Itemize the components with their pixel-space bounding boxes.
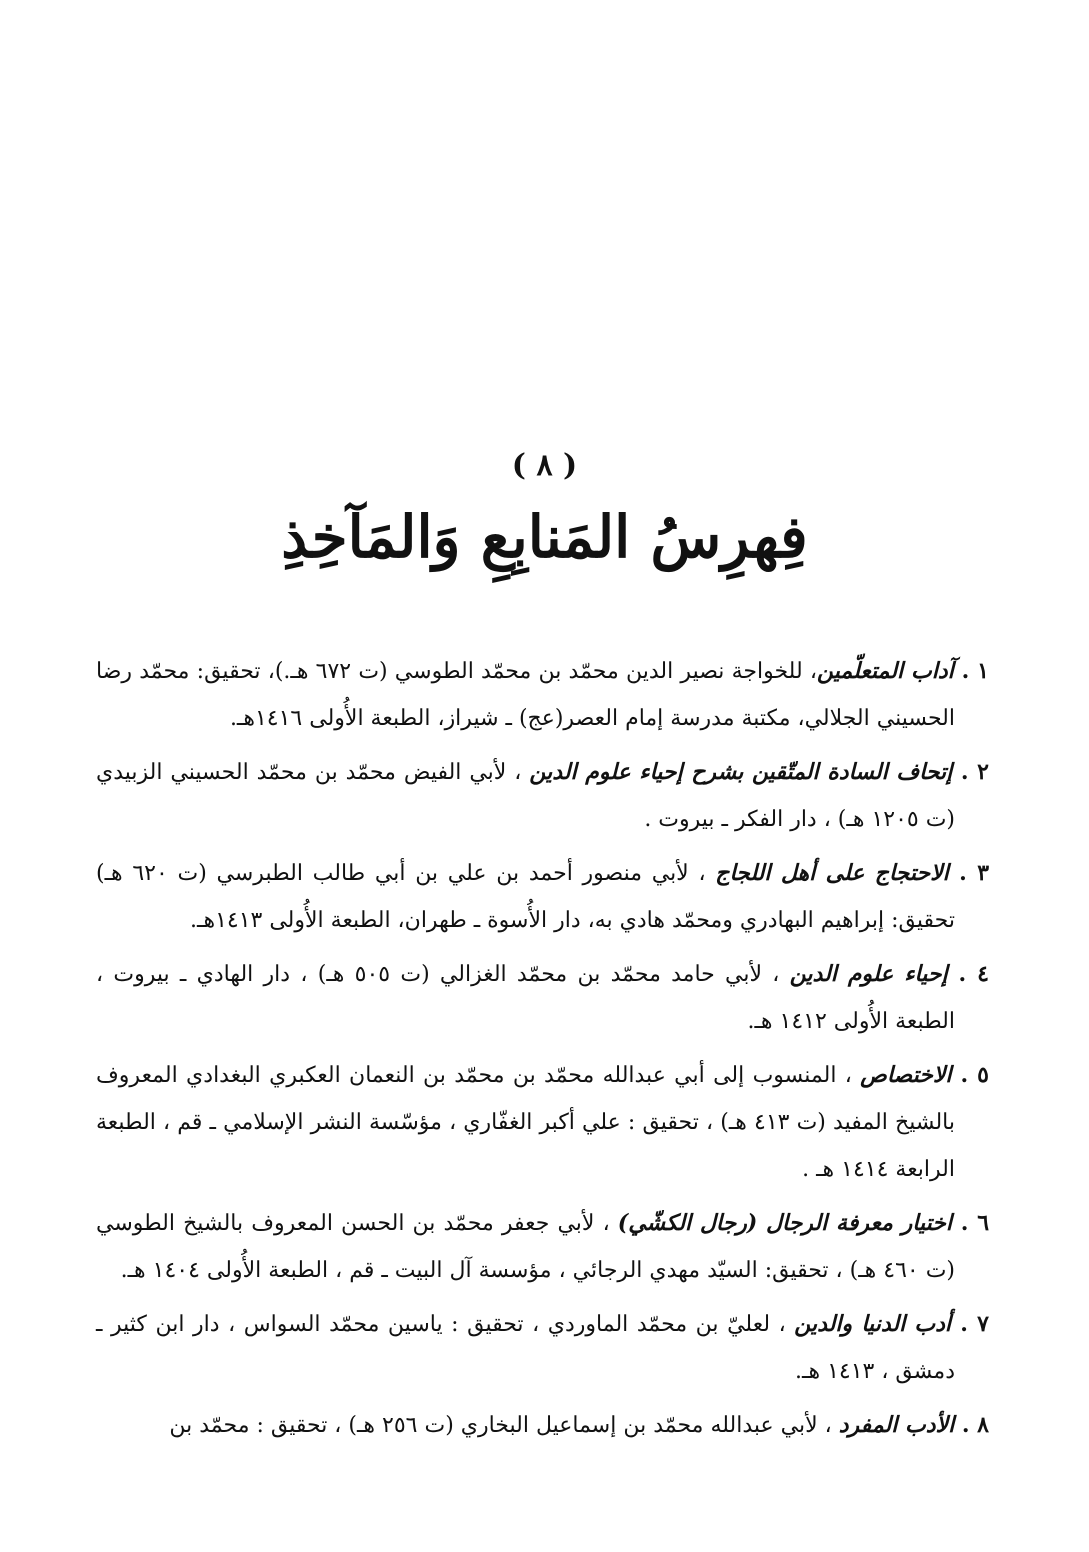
- entry-details: ، لأبي عبدالله محمّد بن إسماعيل البخاري (ت ٢٥٦ هـ) ، تحقيق : محمّد بن: [169, 1413, 839, 1438]
- entry-number: ٧ .: [951, 1311, 989, 1337]
- entry-number: ٥ .: [951, 1062, 989, 1088]
- entry-details: ، لعليّ بن محمّد الماوردي ، تحقيق : ياسين محمّد السواس ، دار ابن كثير ـ دمشق ، ١٤١٣ هـ.: [96, 1312, 955, 1384]
- entry-number: ٨ .: [954, 1412, 989, 1438]
- entry-details: ، لأبي منصور أحمد بن علي بن أبي طالب الطبرسي (ت ٦٢٠ هـ) تحقيق: إبراهيم البهادري ومحمّد هادي به، دار الأُسوة ـ طهران، الطبعة الأُولى ١٤١٣هـ.: [96, 861, 955, 933]
- chapter-number: ( ٨ ): [511, 448, 578, 483]
- bibliography-list: [96, 648, 989, 1456]
- bibliography-entry: [96, 1200, 989, 1294]
- chapter-title: فِهرِسُ المَنابِعِ وَالمَآخِذِ: [281, 503, 808, 571]
- entry-number: ٢ .: [952, 759, 989, 785]
- entry-details: ، المنسوب إلى أبي عبدالله محمّد بن محمّد بن النعمان العكبري البغدادي المعروف بالشيخ المفيد (ت ٤١٣ هـ) ، تحقيق : علي أكبر الغفّاري ، مؤسّسة النشر الإسلامي ـ قم ، الطبعة الرابعة ١٤١٤ هـ .: [96, 1063, 955, 1182]
- entry-title: الاختصاص: [860, 1062, 952, 1088]
- entry-title: الاحتجاج على أهل اللجاج: [715, 860, 949, 886]
- entry-title: أدب الدنيا والدين: [794, 1311, 952, 1337]
- entry-number: ٦ .: [951, 1210, 990, 1236]
- entry-details: ، لأبي الفيض محمّد بن محمّد الحسيني الزبيدي (ت ١٢٠٥ هـ) ، دار الفكر ـ بيروت .: [96, 760, 955, 832]
- bibliography-entry: [96, 749, 989, 843]
- entry-details: ، لأبي جعفر محمّد بن الحسن المعروف بالشيخ الطوسي (ت ٤٦٠ هـ) ، تحقيق: السيّد مهدي الرجائي ، مؤسسة آل البيت ـ قم ، الطبعة الأُولى ١٤٠٤ هـ.: [96, 1211, 955, 1283]
- entry-title: آداب المتعلّمين: [816, 658, 954, 684]
- entry-number: ١ .: [953, 658, 989, 684]
- bibliography-entry: [96, 1301, 989, 1395]
- entry-title: إحياء علوم الدين: [789, 961, 948, 987]
- entry-title: إتحاف السادة المتّقين بشرح إحياء علوم الدين: [529, 759, 953, 785]
- entry-details: ، للخواجة نصير الدين محمّد بن محمّد الطوسي (ت ٦٧٢ هـ.)، تحقيق: محمّد رضا الحسيني الجلالي، مكتبة مدرسة إمام العصر(عج) ـ شيراز، الطبعة الأُولى ١٤١٦هـ.: [96, 659, 955, 731]
- entry-title: الأدب المفرد: [838, 1412, 955, 1438]
- entry-number: ٣ .: [948, 860, 990, 886]
- bibliography-entry: [96, 1402, 989, 1449]
- entry-details: ، لأبي حامد محمّد بن محمّد الغزالي (ت ٥٠٥ هـ) ، دار الهادي ـ بيروت ، الطبعة الأُولى ١٤١٢ هـ.: [96, 962, 955, 1034]
- bibliography-entry: [96, 1052, 989, 1193]
- bibliography-entry: [96, 850, 989, 944]
- entry-title: اختيار معرفة الرجال (رجال الكشّي): [617, 1210, 952, 1236]
- bibliography-entry: [96, 951, 989, 1045]
- bibliography-entry: [96, 648, 989, 742]
- entry-number: ٤ .: [947, 961, 989, 987]
